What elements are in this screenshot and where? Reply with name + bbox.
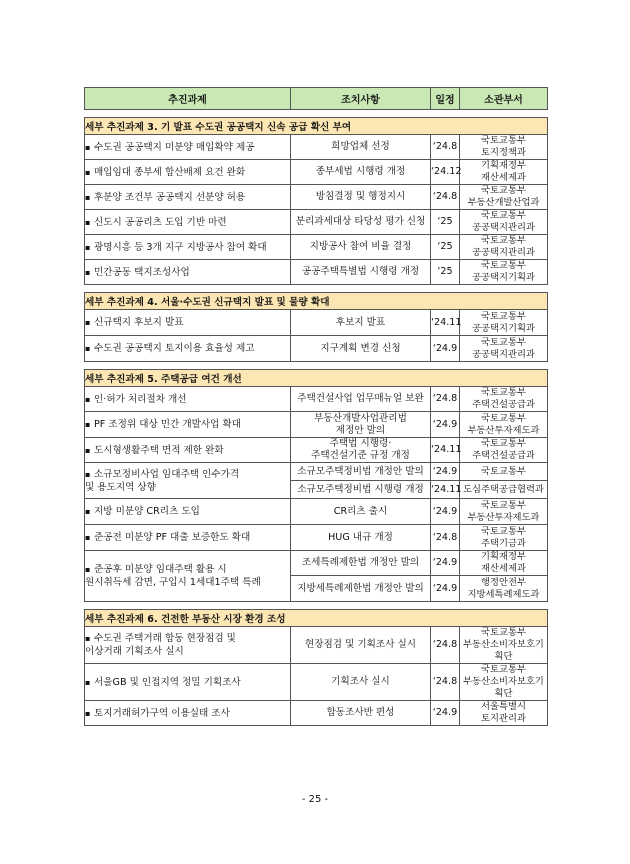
date-cell: ‘25: [431, 260, 460, 285]
date-cell: ‘24.9: [431, 336, 460, 362]
section-header-row: [85, 370, 548, 387]
bullet-icon: ▪: [85, 420, 91, 429]
dept-cell: 국토교통부 공공택지관리과: [460, 336, 548, 362]
table-body: [85, 110, 548, 726]
dept-cell: 국토교통부 부동산개발산업과: [460, 185, 548, 210]
table-row: [85, 235, 548, 260]
date-cell: ‘24.11: [431, 310, 460, 336]
bullet-icon: ▪: [85, 217, 91, 227]
action-cell: 지방공사 참여 비율 결정: [291, 235, 431, 260]
task-cell: [85, 235, 291, 260]
date-cell: ‘24.11: [431, 481, 460, 499]
section-title: 세부 추진과제 3. 기 발표 수도권 공공택지 신속 공급 확신 부여: [85, 118, 548, 135]
task-text: 소규모정비사업 임대주택 인수가격 및 용도지역 상향: [85, 468, 240, 493]
task-cell: [85, 336, 291, 362]
dept-cell: 국토교통부 공공택지관리과: [460, 235, 548, 260]
task-text: 서울GB 및 인접지역 정밀 기획조사: [94, 676, 241, 688]
bullet-icon: ▪: [85, 677, 91, 687]
task-text: 수도권 주택거래 합동 현장점검 및 이상거래 기획조사 실시: [85, 633, 236, 657]
action-cell: 소규모주택정비법 개정안 발의: [291, 463, 431, 481]
task-text: 지방 미분양 CR리츠 도입: [94, 506, 200, 517]
dept-cell: 국토교통부 부동산투자제도과: [460, 412, 548, 438]
bullet-icon: ▪: [85, 142, 91, 152]
task-cell: [85, 701, 291, 726]
date-cell: ‘24.8: [431, 525, 460, 551]
action-cell: 후보지 발표: [291, 310, 431, 336]
bullet-icon: ▪: [85, 445, 91, 455]
task-table: [84, 87, 548, 726]
table-row: [85, 412, 548, 438]
task-text: PF 조정위 대상 민간 개발사업 확대: [94, 419, 242, 430]
section-header-row: [85, 610, 548, 627]
date-cell: ‘24.8: [431, 627, 460, 664]
date-cell: ‘24.8: [431, 664, 460, 701]
header-row: [85, 88, 548, 110]
table-row: [85, 499, 548, 525]
date-cell: ‘24.9: [431, 551, 460, 576]
table-row: [85, 336, 548, 362]
task-cell: [85, 412, 291, 438]
task-text: 매입임대 종부세 합산배제 요건 완화: [94, 166, 246, 178]
dept-cell: 도심주택공급협력과: [460, 481, 548, 499]
action-cell: 소규모주택정비법 시행령 개정: [291, 481, 431, 499]
bullet-icon: ▪: [85, 192, 91, 202]
task-cell: [85, 664, 291, 701]
date-cell: ‘24.9: [431, 701, 460, 726]
table-row: [85, 525, 548, 551]
dept-cell: 국토교통부 공공택지관리과: [460, 210, 548, 235]
dept-cell: 국토교통부 부동산투자제도과: [460, 499, 548, 525]
table-row: [85, 135, 548, 160]
header-date: 일정: [431, 88, 460, 110]
section-title: 세부 추진과제 4. 서울·수도권 신규택지 발표 및 물량 확대: [85, 293, 548, 310]
table-row: [85, 210, 548, 235]
action-cell: 종부세법 시행령 개정: [291, 160, 431, 185]
task-text: 준공전 미분양 PF 대출 보증한도 확대: [94, 532, 251, 543]
bullet-icon: ▪: [85, 242, 91, 252]
action-cell: 지구계획 변경 신청: [291, 336, 431, 362]
header-action: 조치사항: [291, 88, 431, 110]
action-cell: 합동조사반 편성: [291, 701, 431, 726]
task-text: 토지거래허가구역 이용실태 조사: [94, 707, 230, 719]
dept-cell: 기획재정부 재산세제과: [460, 160, 548, 185]
action-cell: 부동산개발사업관리법 제정안 발의: [291, 412, 431, 438]
table-row: [85, 551, 548, 576]
bullet-icon: ▪: [85, 507, 91, 516]
bullet-icon: ▪: [85, 167, 91, 177]
dept-cell: 국토교통부 부동산소비자보호기획단: [460, 664, 548, 701]
action-cell: 주택법 시행령· 주택건설기준 규정 개정: [291, 438, 431, 463]
date-cell: ‘24.9: [431, 463, 460, 481]
table-row: [85, 438, 548, 463]
action-cell: 기획조사 실시: [291, 664, 431, 701]
dept-cell: 국토교통부 토지정책과: [460, 135, 548, 160]
task-text: 수도권 공공택지 토지이용 효율성 제고: [94, 343, 255, 354]
action-cell: 주택건설사업 업무매뉴얼 보완: [291, 387, 431, 412]
date-cell: ‘24.9: [431, 412, 460, 438]
table-row: [85, 463, 548, 481]
task-cell: [85, 310, 291, 336]
date-cell: ‘24.11: [431, 438, 460, 463]
page-number: - 25 -: [301, 794, 329, 805]
dept-cell: 기획재정부 재산세제과: [460, 551, 548, 576]
task-cell: [85, 160, 291, 185]
task-cell: [85, 525, 291, 551]
date-cell: ‘24.8: [431, 185, 460, 210]
table-row: [85, 627, 548, 664]
section-header-row: [85, 118, 548, 135]
dept-cell: 국토교통부 주택건설공급과: [460, 438, 548, 463]
task-cell: [85, 387, 291, 412]
date-cell: ‘24.9: [431, 576, 460, 602]
table-row: [85, 664, 548, 701]
task-cell: [85, 463, 291, 499]
dept-cell: 국토교통부 부동산소비자보호기획단: [460, 627, 548, 664]
action-cell: 희망업체 선정: [291, 135, 431, 160]
action-cell: 방침결정 및 행정지시: [291, 185, 431, 210]
table-row: [85, 310, 548, 336]
bullet-icon: ▪: [85, 708, 91, 718]
date-cell: ‘24.8: [431, 135, 460, 160]
bullet-icon: ▪: [85, 533, 91, 542]
header-dept: 소관부서: [460, 88, 548, 110]
task-cell: [85, 551, 291, 602]
dept-cell: 행정안전부 지방세특례제도과: [460, 576, 548, 602]
task-cell: [85, 185, 291, 210]
dept-cell: 국토교통부: [460, 463, 548, 481]
date-cell: ‘24.9: [431, 499, 460, 525]
dept-cell: 국토교통부 주택건설공급과: [460, 387, 548, 412]
table-row: [85, 160, 548, 185]
task-text: 도시형생활주택 면적 제한 완화: [94, 444, 224, 456]
dept-cell: 서울특별시 토지관리과: [460, 701, 548, 726]
task-cell: [85, 499, 291, 525]
action-cell: HUG 내규 개정: [291, 525, 431, 551]
task-text: 신도시 공공리츠 도입 기반 마련: [94, 216, 227, 228]
table-row: [85, 260, 548, 285]
section-header-row: [85, 293, 548, 310]
bullet-icon: ▪: [85, 267, 91, 277]
task-text: 신규택지 후보지 발표: [94, 317, 184, 328]
task-text: 준공후 미분양 임대주택 활용 시 원시취득세 감면, 구입시 1세대1주택 특례: [85, 564, 261, 588]
action-cell: 조세특례제한법 개정안 발의: [291, 551, 431, 576]
date-cell: ‘25: [431, 235, 460, 260]
table-row: [85, 185, 548, 210]
task-text: 광명시흥 등 3개 지구 지방공사 참여 확대: [94, 241, 267, 253]
task-text: 인·허가 처리절차 개선: [94, 393, 187, 405]
action-cell: 공공주택특별법 시행령 개정: [291, 260, 431, 285]
bullet-icon: ▪: [85, 394, 91, 404]
task-text: 후분양 조건부 공공택지 선분양 허용: [94, 191, 246, 203]
table-row: [85, 701, 548, 726]
task-cell: [85, 210, 291, 235]
date-cell: ‘24.12: [431, 160, 460, 185]
section-title: 세부 추진과제 6. 건전한 부동산 시장 환경 조성: [85, 610, 548, 627]
table-row: [85, 387, 548, 412]
date-cell: ‘24.8: [431, 387, 460, 412]
action-cell: 현장점검 및 기획조사 실시: [291, 627, 431, 664]
task-text: 수도권 공공택지 미분양 매입확약 제공: [94, 141, 255, 153]
bullet-icon: ▪: [85, 565, 91, 574]
bullet-icon: ▪: [85, 344, 91, 353]
bullet-icon: ▪: [85, 318, 91, 327]
action-cell: 분리과세대상 타당성 평가 신청: [291, 210, 431, 235]
dept-cell: 국토교통부 공공택지기획과: [460, 310, 548, 336]
task-cell: [85, 135, 291, 160]
section-title: 세부 추진과제 5. 주택공급 여건 개선: [85, 370, 548, 387]
task-text: 민간공동 택지조성사업: [94, 266, 190, 278]
header-task: 추진과제: [85, 88, 291, 110]
task-cell: [85, 438, 291, 463]
task-cell: [85, 260, 291, 285]
date-cell: ‘25: [431, 210, 460, 235]
bullet-icon: ▪: [85, 634, 91, 643]
action-cell: 지방세특례제한법 개정안 발의: [291, 576, 431, 602]
dept-cell: 국토교통부 공공택지기획과: [460, 260, 548, 285]
dept-cell: 국토교통부 주택기금과: [460, 525, 548, 551]
action-cell: CR리츠 출시: [291, 499, 431, 525]
bullet-icon: ▪: [85, 469, 91, 479]
task-cell: [85, 627, 291, 664]
